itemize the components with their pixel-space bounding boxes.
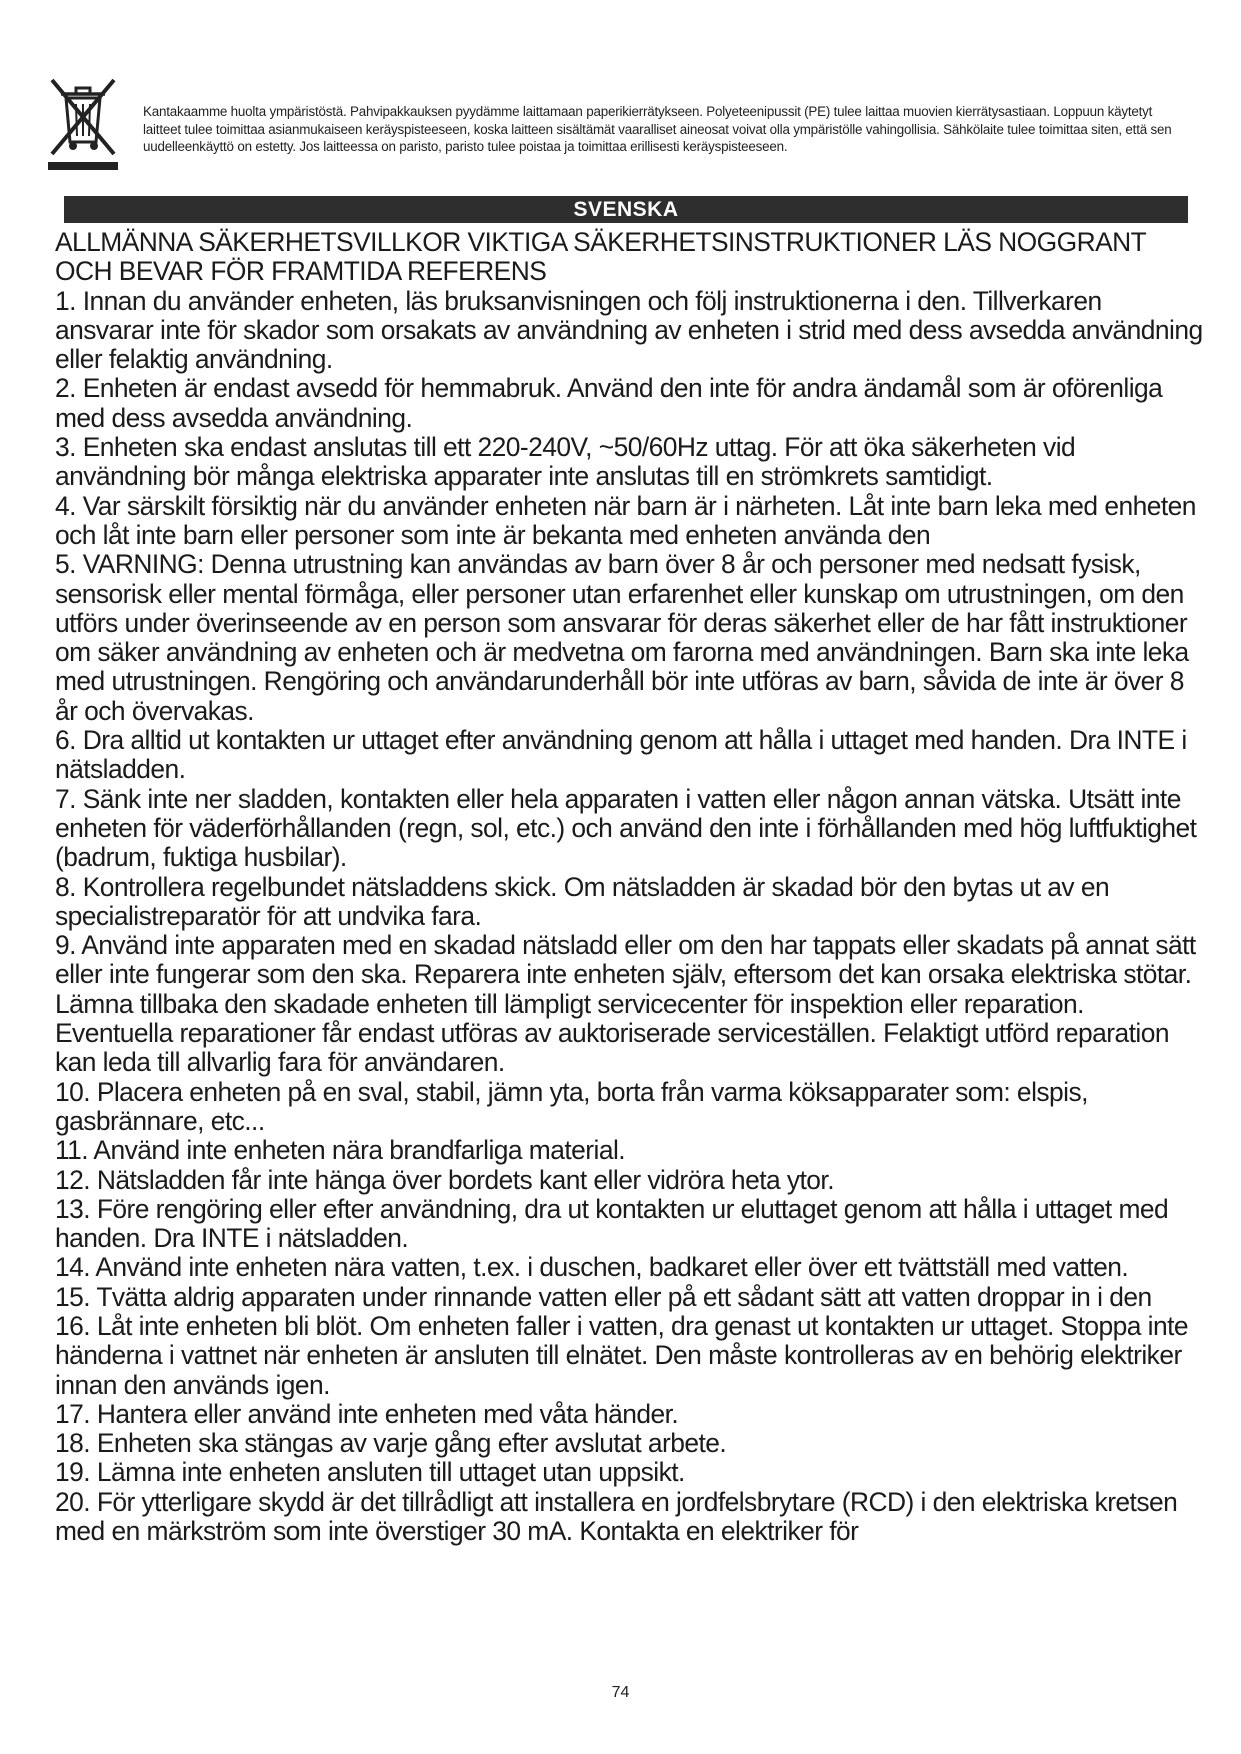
- language-section-bar: SVENSKA: [64, 196, 1188, 223]
- instruction-item: 16. Låt inte enheten bli blöt. Om enheten faller i vatten, dra genast ut kontakten ur uttaget. Stoppa inte händerna i vattnet när enheten är ansluten till elnätet. Den måste kontrolleras av en behörig elektriker innan den används igen.: [55, 1310, 1189, 1400]
- instruction-item: 11. Använd inte enheten nära brandfarliga material.: [55, 1135, 626, 1166]
- instruction-item: 8. Kontrollera regelbundet nätsladdens skick. Om nätsladden är skadad bör den bytas ut av en specialistreparatör för att undvika fara.: [55, 871, 1110, 931]
- instruction-item: 9. Använd inte apparaten med en skadad nätsladd eller om den har tappats eller skadats på annat sätt eller inte fungerar som den ska. Reparera inte enheten själv, eftersom det kan orsaka elektriska stötar. Lämna tillbaka den skadade enheten till lämpligt servicecenter för inspektion eller reparation. Eventuella reparationer får endast utföras av auktoriserade serviceställen. Felaktigt utförd reparation kan leda till allvarlig fara för användaren.: [55, 930, 1196, 1078]
- safety-heading: ALLMÄNNA SÄKERHETSVILLKOR VIKTIGA SÄKERHETSINSTRUKTIONER LÄS NOGGRANT OCH BEVAR FÖR FRAMTIDA REFERENS: [55, 227, 1146, 287]
- instruction-item: 5. VARNING: Denna utrustning kan användas av barn över 8 år och personer med nedsatt fysisk, sensorisk eller mental förmåga, eller personer utan erfarenhet eller kunskap om utrustningen, om den utförs under överinseende av en person som ansvarar för deras säkerhet eller de har fått instruktioner om säker användning av enheten och är medvetna om farorna med användningen. Barn ska inte leka med utrustningen. Rengöring och användarunderhåll bör inte utföras av barn, såvida de inte är över 8 år och övervakas.: [55, 549, 1189, 726]
- instruction-item: 14. Använd inte enheten nära vatten, t.ex. i duschen, badkaret eller över ett tvättställ med vatten.: [55, 1252, 1129, 1283]
- page-number: 74: [611, 1684, 630, 1701]
- instruction-item: 4. Var särskilt försiktig när du använder enheten när barn är i närheten. Låt inte barn leka med enheten och låt inte barn eller personer som inte är bekanta med enheten använda den: [55, 490, 1196, 550]
- instruction-item: 6. Dra alltid ut kontakten ur uttaget efter användning genom att hålla i uttaget med handen. Dra INTE i nätsladden.: [55, 725, 1187, 785]
- instruction-item: 13. Före rengöring eller efter användning, dra ut kontakten ur eluttaget genom att hålla i uttaget med handen. Dra INTE i nätsladden.: [55, 1193, 1169, 1254]
- safety-instructions: [55, 228, 1205, 1546]
- instruction-item: 3. Enheten ska endast anslutas till ett 220-240V, ~50/60Hz uttag. För att öka säkerheten vid användning bör många elektriska apparater inte anslutas till en strömkrets samtidigt.: [55, 432, 1076, 492]
- instruction-item: 18. Enheten ska stängas av varje gång efter avslutat arbete.: [55, 1428, 727, 1459]
- instruction-item: 2. Enheten är endast avsedd för hemmabruk. Använd den inte för andra ändamål som är oförenliga med dess avsedda användning.: [55, 373, 1163, 433]
- instruction-item: 19. Lämna inte enheten ansluten till uttaget utan uppsikt.: [55, 1457, 685, 1488]
- instruction-item: 1. Innan du använder enheten, läs bruksanvisningen och följ instruktionerna i den. Tillverkaren ansvarar inte för skador som orsakats av användning av enheten i strid med dess avsedda användning eller felaktig användning.: [55, 285, 1203, 375]
- instruction-item: 20. För ytterligare skydd är det tillrådligt att installera en jordfelsbrytare (RCD) i den elektriska kretsen med en märkström som inte överstiger 30 mA. Kontakta en elektriker för: [55, 1486, 1178, 1547]
- instruction-item: 7. Sänk inte ner sladden, kontakten eller hela apparaten i vatten eller någon annan vätska. Utsätt inte enheten för väderförhållanden (regn, sol, etc.) och använd den inte i förhållanden med hög luftfuktighet (badrum, fuktiga husbilar).: [55, 783, 1197, 873]
- recycling-notice-text: Kantakaamme huolta ympäristöstä. Pahvipakkauksen pyydämme laittamaan paperikierrätykseen. Polyeteenipussit (PE) tulee laittaa muovien kierrätysastiaan. Loppuun käytetyt laitteet tulee toimittaa asianmukaiseen keräyspisteeseen, koska laitteen sisältämät vaaralliset aineosat voivat olla ympäristölle vahingollisia. Sähkölaite tulee toimittaa siten, että sen uudelleenkäyttö on estetty. Jos laitteessa on paristo, paristo tulee poistaa ja toimittaa erillisesti keräyspisteeseen.: [143, 104, 1172, 155]
- instruction-item: 17. Hantera eller använd inte enheten med våta händer.: [55, 1398, 679, 1429]
- weee-crossed-bin-icon: [46, 74, 120, 172]
- instruction-item: 12. Nätsladden får inte hänga över bordets kant eller vidröra heta ytor.: [55, 1164, 834, 1195]
- instruction-item: 10. Placera enheten på en sval, stabil, jämn yta, borta från varma köksapparater som: elspis, gasbrännare, etc...: [55, 1076, 1088, 1136]
- instruction-item: 15. Tvätta aldrig apparaten under rinnande vatten eller på ett sådant sätt att vatten droppar in i den: [55, 1281, 1152, 1312]
